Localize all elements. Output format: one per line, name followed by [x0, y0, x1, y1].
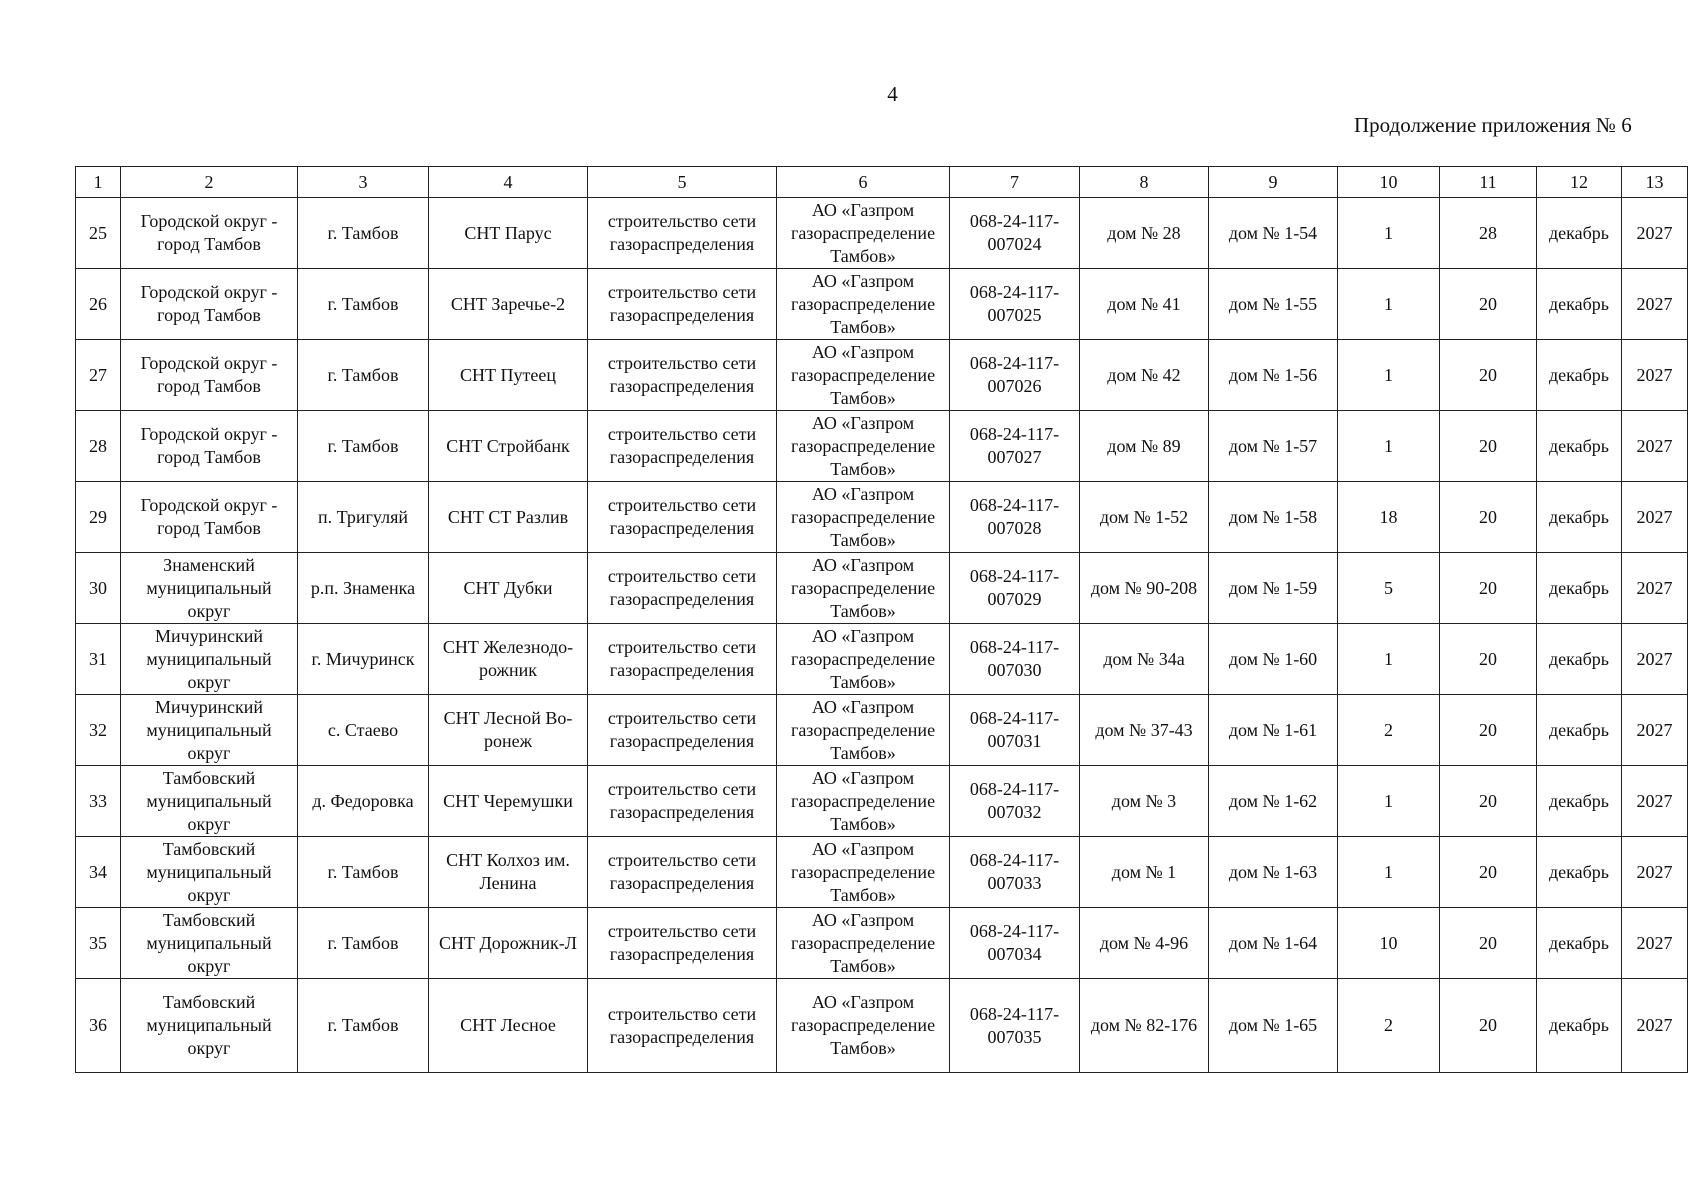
settlement-cell: г. Тамбов — [298, 837, 429, 908]
value-cell: 20 — [1440, 979, 1537, 1073]
column-number-3: 3 — [298, 167, 429, 198]
house-from-cell: дом № 3 — [1080, 766, 1209, 837]
column-number-8: 8 — [1080, 167, 1209, 198]
program-code-cell: 068-24-117-007029 — [950, 553, 1080, 624]
settlement-cell: п. Тригуляй — [298, 482, 429, 553]
object-name-cell: СНТ Дубки — [429, 553, 588, 624]
month-cell: декабрь — [1537, 624, 1622, 695]
count-cell: 18 — [1338, 482, 1440, 553]
column-number-12: 12 — [1537, 167, 1622, 198]
settlement-cell: с. Стаево — [298, 695, 429, 766]
table-row — [76, 624, 1688, 695]
house-range-cell: дом № 1-61 — [1209, 695, 1338, 766]
row-number-cell: 31 — [76, 624, 121, 695]
column-number-11: 11 — [1440, 167, 1537, 198]
appendix-continuation-heading: Продолжение приложения № 6 — [1354, 113, 1632, 137]
table-row — [76, 269, 1688, 340]
object-name-cell: СНТ СТ Разлив — [429, 482, 588, 553]
house-from-cell: дом № 42 — [1080, 340, 1209, 411]
row-number-cell: 28 — [76, 411, 121, 482]
appendix-table — [75, 166, 1688, 1073]
object-name-cell: СНТ Заречье-2 — [429, 269, 588, 340]
value-cell: 20 — [1440, 553, 1537, 624]
operator-cell: АО «Газпром газораспределение Тамбов» — [777, 766, 950, 837]
work-type-cell: строительство сети газораспределения — [588, 766, 777, 837]
operator-cell: АО «Газпром газораспределение Тамбов» — [777, 837, 950, 908]
house-from-cell: дом № 28 — [1080, 198, 1209, 269]
count-cell: 5 — [1338, 553, 1440, 624]
year-cell: 2027 — [1622, 908, 1688, 979]
column-number-4: 4 — [429, 167, 588, 198]
work-type-cell: строительство сети газораспределения — [588, 198, 777, 269]
settlement-cell: г. Тамбов — [298, 908, 429, 979]
settlement-cell: г. Тамбов — [298, 411, 429, 482]
column-number-1: 1 — [76, 167, 121, 198]
count-cell: 2 — [1338, 695, 1440, 766]
house-range-cell: дом № 1-63 — [1209, 837, 1338, 908]
table-row — [76, 553, 1688, 624]
count-cell: 1 — [1338, 269, 1440, 340]
house-from-cell: дом № 89 — [1080, 411, 1209, 482]
operator-cell: АО «Газпром газораспределение Тамбов» — [777, 411, 950, 482]
house-range-cell: дом № 1-58 — [1209, 482, 1338, 553]
count-cell: 10 — [1338, 908, 1440, 979]
object-name-cell: СНТ Парус — [429, 198, 588, 269]
settlement-cell: г. Тамбов — [298, 269, 429, 340]
count-cell: 1 — [1338, 340, 1440, 411]
district-cell: Знаменский муниципальный округ — [121, 553, 298, 624]
month-cell: декабрь — [1537, 482, 1622, 553]
house-from-cell: дом № 41 — [1080, 269, 1209, 340]
house-range-cell: дом № 1-54 — [1209, 198, 1338, 269]
page-number: 4 — [887, 82, 898, 106]
year-cell: 2027 — [1622, 624, 1688, 695]
house-from-cell: дом № 1 — [1080, 837, 1209, 908]
object-name-cell: СНТ Лесной Во-ронеж — [429, 695, 588, 766]
district-cell: Городской округ - город Тамбов — [121, 269, 298, 340]
house-from-cell: дом № 4-96 — [1080, 908, 1209, 979]
table-row — [76, 482, 1688, 553]
year-cell: 2027 — [1622, 766, 1688, 837]
table-row — [76, 340, 1688, 411]
house-from-cell: дом № 1-52 — [1080, 482, 1209, 553]
month-cell: декабрь — [1537, 837, 1622, 908]
operator-cell: АО «Газпром газораспределение Тамбов» — [777, 340, 950, 411]
count-cell: 2 — [1338, 979, 1440, 1073]
value-cell: 20 — [1440, 837, 1537, 908]
column-number-2: 2 — [121, 167, 298, 198]
month-cell: декабрь — [1537, 979, 1622, 1073]
house-range-cell: дом № 1-59 — [1209, 553, 1338, 624]
table-row — [76, 411, 1688, 482]
row-number-cell: 27 — [76, 340, 121, 411]
operator-cell: АО «Газпром газораспределение Тамбов» — [777, 695, 950, 766]
column-number-row — [76, 167, 1688, 198]
value-cell: 20 — [1440, 482, 1537, 553]
program-code-cell: 068-24-117-007032 — [950, 766, 1080, 837]
program-code-cell: 068-24-117-007031 — [950, 695, 1080, 766]
value-cell: 20 — [1440, 340, 1537, 411]
value-cell: 20 — [1440, 766, 1537, 837]
work-type-cell: строительство сети газораспределения — [588, 624, 777, 695]
operator-cell: АО «Газпром газораспределение Тамбов» — [777, 624, 950, 695]
count-cell: 1 — [1338, 837, 1440, 908]
table-row — [76, 198, 1688, 269]
work-type-cell: строительство сети газораспределения — [588, 340, 777, 411]
value-cell: 28 — [1440, 198, 1537, 269]
settlement-cell: г. Тамбов — [298, 979, 429, 1073]
month-cell: декабрь — [1537, 269, 1622, 340]
object-name-cell: СНТ Черемушки — [429, 766, 588, 837]
object-name-cell: СНТ Стройбанк — [429, 411, 588, 482]
district-cell: Мичуринский муниципальный округ — [121, 695, 298, 766]
row-number-cell: 34 — [76, 837, 121, 908]
house-range-cell: дом № 1-62 — [1209, 766, 1338, 837]
house-range-cell: дом № 1-60 — [1209, 624, 1338, 695]
month-cell: декабрь — [1537, 198, 1622, 269]
column-number-9: 9 — [1209, 167, 1338, 198]
row-number-cell: 36 — [76, 979, 121, 1073]
table-row — [76, 908, 1688, 979]
program-code-cell: 068-24-117-007035 — [950, 979, 1080, 1073]
district-cell: Городской округ - город Тамбов — [121, 340, 298, 411]
count-cell: 1 — [1338, 766, 1440, 837]
table-row — [76, 837, 1688, 908]
settlement-cell: г. Тамбов — [298, 340, 429, 411]
work-type-cell: строительство сети газораспределения — [588, 695, 777, 766]
object-name-cell: СНТ Дорожник-Л — [429, 908, 588, 979]
district-cell: Городской округ - город Тамбов — [121, 198, 298, 269]
program-code-cell: 068-24-117-007030 — [950, 624, 1080, 695]
operator-cell: АО «Газпром газораспределение Тамбов» — [777, 198, 950, 269]
work-type-cell: строительство сети газораспределения — [588, 553, 777, 624]
house-range-cell: дом № 1-57 — [1209, 411, 1338, 482]
year-cell: 2027 — [1622, 553, 1688, 624]
program-code-cell: 068-24-117-007026 — [950, 340, 1080, 411]
row-number-cell: 26 — [76, 269, 121, 340]
month-cell: декабрь — [1537, 340, 1622, 411]
operator-cell: АО «Газпром газораспределение Тамбов» — [777, 908, 950, 979]
year-cell: 2027 — [1622, 198, 1688, 269]
value-cell: 20 — [1440, 908, 1537, 979]
table-row — [76, 695, 1688, 766]
work-type-cell: строительство сети газораспределения — [588, 837, 777, 908]
district-cell: Мичуринский муниципальный округ — [121, 624, 298, 695]
object-name-cell: СНТ Путеец — [429, 340, 588, 411]
year-cell: 2027 — [1622, 482, 1688, 553]
year-cell: 2027 — [1622, 837, 1688, 908]
row-number-cell: 32 — [76, 695, 121, 766]
house-range-cell: дом № 1-64 — [1209, 908, 1338, 979]
settlement-cell: г. Мичуринск — [298, 624, 429, 695]
value-cell: 20 — [1440, 269, 1537, 340]
column-number-10: 10 — [1338, 167, 1440, 198]
object-name-cell: СНТ Железнодо-рожник — [429, 624, 588, 695]
operator-cell: АО «Газпром газораспределение Тамбов» — [777, 553, 950, 624]
house-range-cell: дом № 1-56 — [1209, 340, 1338, 411]
year-cell: 2027 — [1622, 979, 1688, 1073]
settlement-cell: р.п. Знаменка — [298, 553, 429, 624]
house-from-cell: дом № 90-208 — [1080, 553, 1209, 624]
row-number-cell: 30 — [76, 553, 121, 624]
row-number-cell: 33 — [76, 766, 121, 837]
column-number-6: 6 — [777, 167, 950, 198]
count-cell: 1 — [1338, 624, 1440, 695]
row-number-cell: 29 — [76, 482, 121, 553]
house-from-cell: дом № 37-43 — [1080, 695, 1209, 766]
house-from-cell: дом № 82-176 — [1080, 979, 1209, 1073]
district-cell: Городской округ - город Тамбов — [121, 482, 298, 553]
program-code-cell: 068-24-117-007025 — [950, 269, 1080, 340]
operator-cell: АО «Газпром газораспределение Тамбов» — [777, 269, 950, 340]
month-cell: декабрь — [1537, 411, 1622, 482]
program-code-cell: 068-24-117-007034 — [950, 908, 1080, 979]
program-code-cell: 068-24-117-007033 — [950, 837, 1080, 908]
row-number-cell: 25 — [76, 198, 121, 269]
year-cell: 2027 — [1622, 695, 1688, 766]
work-type-cell: строительство сети газораспределения — [588, 411, 777, 482]
work-type-cell: строительство сети газораспределения — [588, 269, 777, 340]
month-cell: декабрь — [1537, 908, 1622, 979]
district-cell: Тамбовский муниципальный округ — [121, 908, 298, 979]
program-code-cell: 068-24-117-007024 — [950, 198, 1080, 269]
district-cell: Городской округ - город Тамбов — [121, 411, 298, 482]
month-cell: декабрь — [1537, 553, 1622, 624]
house-range-cell: дом № 1-55 — [1209, 269, 1338, 340]
operator-cell: АО «Газпром газораспределение Тамбов» — [777, 979, 950, 1073]
program-code-cell: 068-24-117-007027 — [950, 411, 1080, 482]
year-cell: 2027 — [1622, 269, 1688, 340]
value-cell: 20 — [1440, 695, 1537, 766]
column-number-7: 7 — [950, 167, 1080, 198]
year-cell: 2027 — [1622, 340, 1688, 411]
operator-cell: АО «Газпром газораспределение Тамбов» — [777, 482, 950, 553]
table-row — [76, 979, 1688, 1073]
work-type-cell: строительство сети газораспределения — [588, 979, 777, 1073]
district-cell: Тамбовский муниципальный округ — [121, 766, 298, 837]
row-number-cell: 35 — [76, 908, 121, 979]
object-name-cell: СНТ Колхоз им. Ленина — [429, 837, 588, 908]
settlement-cell: г. Тамбов — [298, 198, 429, 269]
object-name-cell: СНТ Лесное — [429, 979, 588, 1073]
district-cell: Тамбовский муниципальный округ — [121, 979, 298, 1073]
settlement-cell: д. Федоровка — [298, 766, 429, 837]
year-cell: 2027 — [1622, 411, 1688, 482]
column-number-5: 5 — [588, 167, 777, 198]
program-code-cell: 068-24-117-007028 — [950, 482, 1080, 553]
value-cell: 20 — [1440, 411, 1537, 482]
count-cell: 1 — [1338, 198, 1440, 269]
house-range-cell: дом № 1-65 — [1209, 979, 1338, 1073]
district-cell: Тамбовский муниципальный округ — [121, 837, 298, 908]
count-cell: 1 — [1338, 411, 1440, 482]
house-from-cell: дом № 34а — [1080, 624, 1209, 695]
work-type-cell: строительство сети газораспределения — [588, 482, 777, 553]
value-cell: 20 — [1440, 624, 1537, 695]
month-cell: декабрь — [1537, 695, 1622, 766]
work-type-cell: строительство сети газораспределения — [588, 908, 777, 979]
column-number-13: 13 — [1622, 167, 1688, 198]
month-cell: декабрь — [1537, 766, 1622, 837]
table-row — [76, 766, 1688, 837]
